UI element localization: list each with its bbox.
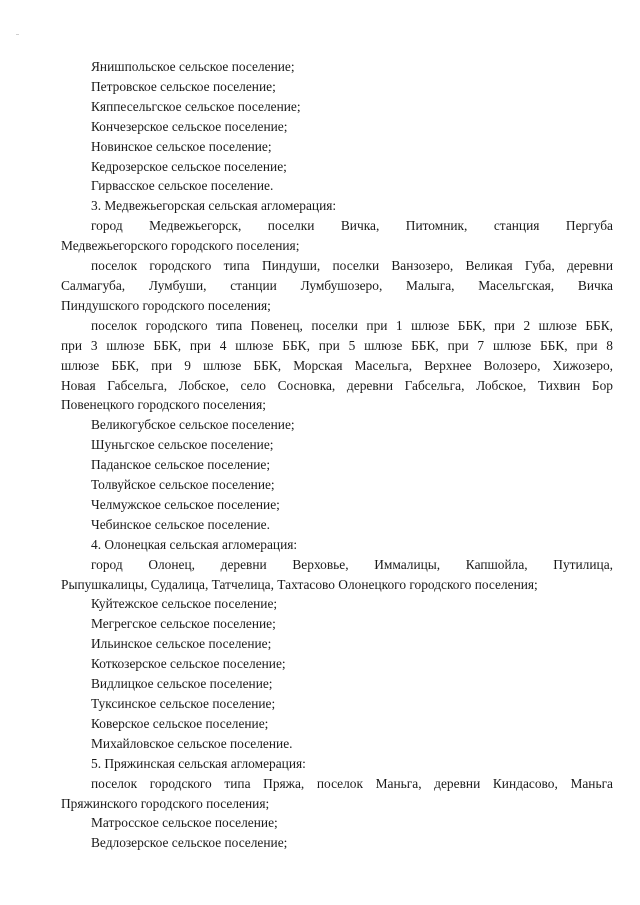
list-item: Новинское сельское поселение; — [91, 138, 272, 154]
list-item: Туксинское сельское поселение; — [91, 696, 276, 711]
list-item: Паданское сельское поселение; — [91, 457, 271, 473]
list-item: Челмужское сельское поселение; — [91, 496, 280, 512]
paragraph-line: Салмагуба, Лумбуши, станции Лумбушозеро, Малыга, Масельгская, Вичка — [61, 277, 613, 293]
section-heading: 4. Олонецкая сельская агломерация: — [91, 536, 298, 552]
paragraph-line: Пряжинского городского поселения; — [61, 795, 270, 811]
list-item: Мегрегское сельское поселение; — [91, 616, 276, 632]
paragraph-line: Рыпушкалицы, Судалица, Татчелица, Тахтасово Олонецкого городского поселения; — [61, 576, 538, 592]
list-item: Янишпольское сельское поселение; — [91, 59, 295, 74]
list-item: Кедрозерское сельское поселение; — [91, 158, 287, 174]
list-item: Великогубское сельское поселение; — [91, 417, 295, 433]
list-item: Гирвасское сельское поселение. — [91, 178, 274, 194]
paragraph-line: поселок городского типа Пряжа, поселок Маньга, деревни Киндасово, Маньга — [91, 775, 613, 791]
list-item: Петровское сельское поселение; — [91, 78, 276, 94]
paragraph-line: при 3 шлюзе ББК, при 4 шлюзе ББК, при 5 шлюзе ББК, при 7 шлюзе ББК, при 8 — [61, 337, 613, 353]
list-item: Матросское сельское поселение; — [91, 815, 278, 831]
list-item: Чебинское сельское поселение. — [91, 516, 270, 532]
paragraph — [61, 256, 613, 316]
list-item: Ильинское сельское поселение; — [91, 636, 272, 652]
list-item: Коверское сельское поселение; — [91, 715, 269, 731]
list-item: Кяппесельгское сельское поселение; — [91, 98, 301, 114]
paragraph-line: поселок городского типа Повенец, поселки при 1 шлюзе ББК, при 2 шлюзе ББК, — [91, 317, 613, 333]
list-item: Коткозерское сельское поселение; — [91, 656, 286, 672]
list-item: Михайловское сельское поселение. — [91, 735, 293, 751]
list-item: Толвуйское сельское поселение; — [91, 477, 275, 493]
paragraph-line: город Медвежьегорск, поселки Вичка, Питомник, станция Пергуба — [91, 218, 613, 234]
paragraph-line: Медвежьегорского городского поселения; — [61, 238, 300, 254]
paragraph — [61, 216, 613, 256]
paragraph-line: Новая Габсельга, Лобское, село Сосновка, деревни Габсельга, Лобское, Тихвин Бор — [61, 377, 613, 393]
paragraph-line: город Олонец, деревни Верховье, Иммалицы, Капшойла, Путилица, — [91, 556, 613, 572]
paragraph — [61, 316, 613, 416]
list-item: Видлицкое сельское поселение; — [91, 676, 273, 692]
list-item: Ведлозерское сельское поселение; — [91, 835, 288, 851]
list-item: Кончезерское сельское поселение; — [91, 118, 288, 134]
list-item: Куйтежское сельское поселение; — [91, 596, 278, 612]
list-item: Шуньгское сельское поселение; — [91, 437, 274, 453]
paragraph-line: Повенецкого городского поселения; — [61, 397, 266, 413]
scan-mark — [16, 34, 19, 35]
section-heading: 5. Пряжинская сельская агломерация: — [91, 755, 306, 771]
paragraph — [61, 555, 613, 595]
section-heading: 3. Медвежьегорская сельская агломерация: — [91, 198, 337, 214]
paragraph-line: Пиндушского городского поселения; — [61, 297, 271, 313]
paragraph-line: шлюзе ББК, при 9 шлюзе ББК, Морская Масельга, Верхнее Волозеро, Хижозеро, — [61, 357, 613, 373]
paragraph-line: поселок городского типа Пиндуши, поселки Ванзозеро, Великая Губа, деревни — [91, 258, 613, 274]
paragraph — [61, 774, 613, 814]
